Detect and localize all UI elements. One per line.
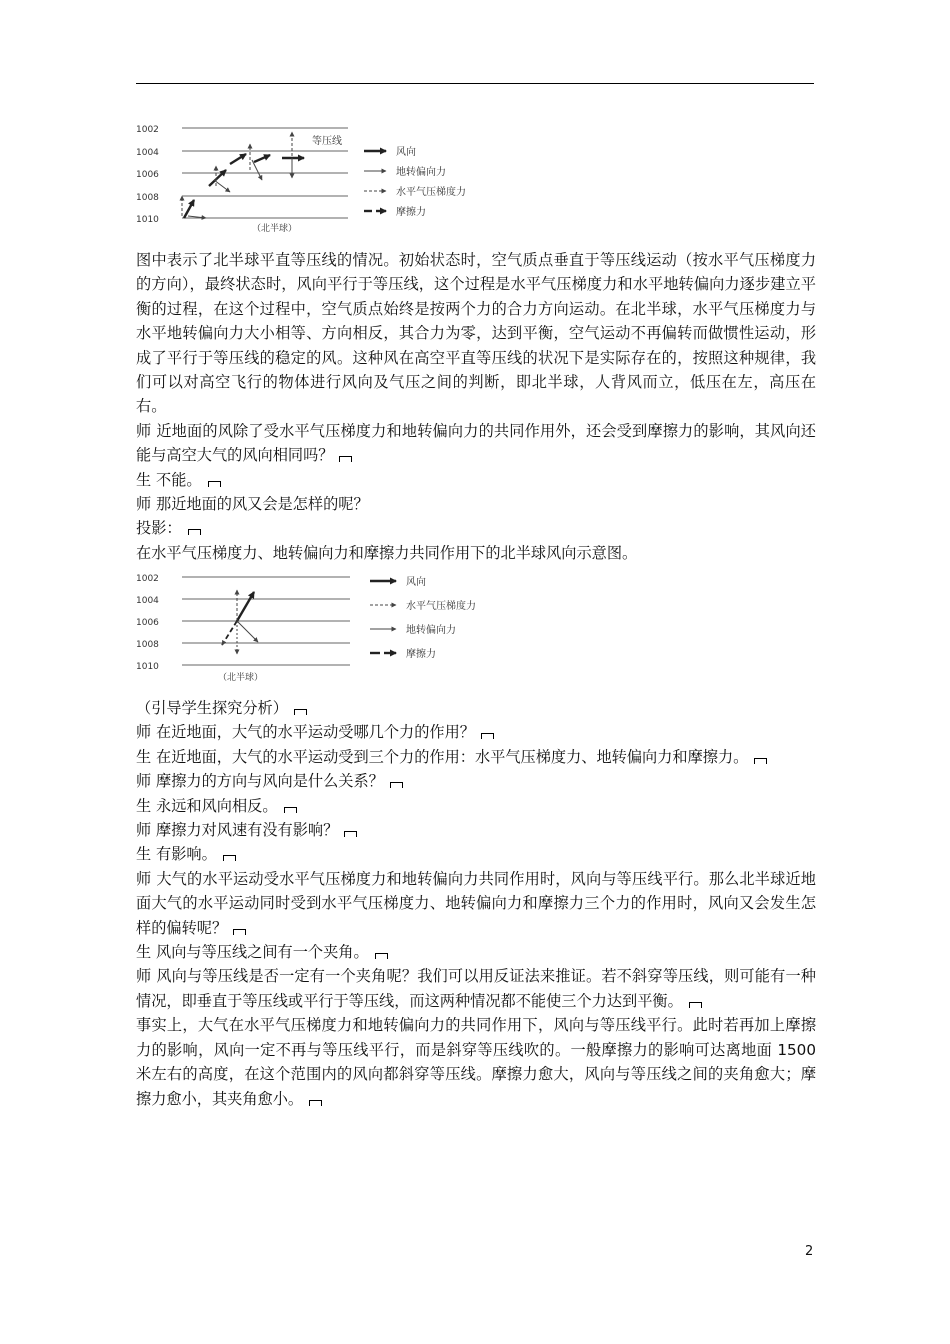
paragraph-text: 生 永远和风向相反。 (136, 796, 278, 815)
paragraph (136, 964, 816, 1013)
paragraph-text: 图中表示了北半球平直等压线的情况。初始状态时，空气质点垂直于等压线运动（按水平气压梯度力的方向），最终状态时，风向平行于等压线，这个过程是水平气压梯度力和水平地转偏向力逐步建立平衡的过程，在这个过程中，空气质点始终是按两个力的合力方向运动。在北半球，水平气压梯度力与水平地转偏向力大小相等、方向相反，其合力为零，达到平衡，空气运动不再偏转而做惯性运动，形成了平行于等压线的稳定的风。这种风在高空平直等压线的状况下是实际存在的，按照这种规律，我们可以对高空飞行的物体进行风向及气压之间的判断，即北半球，人背风而立，低压在左，高压在右。 (136, 251, 816, 416)
isobar-label: 1002 (136, 125, 159, 135)
wind-arrow (254, 155, 270, 162)
isobar-caption: 等压线 (312, 136, 342, 147)
figure1-svg (134, 120, 494, 242)
paragraph (136, 696, 816, 720)
isobar-label: 1004 (136, 148, 159, 158)
text-block-a (136, 248, 816, 565)
paragraph-text: 师 那近地面的风又会是怎样的呢？ (136, 495, 369, 514)
figure2-svg (134, 568, 514, 688)
isobar-label: 1008 (136, 193, 159, 203)
paragraph (136, 1013, 816, 1111)
text-block-b (136, 696, 816, 1111)
legend-label: 水平气压梯度力 (396, 187, 466, 198)
wind-arrow (209, 170, 226, 186)
paragraph-text: 生 风向与等压线之间有一个夹角。 (136, 943, 369, 962)
legend-label: 水平气压梯度力 (406, 601, 476, 612)
paragraph-mark-icon (188, 529, 201, 535)
paragraph (136, 842, 816, 866)
wind-arrow (184, 200, 194, 218)
paragraph-mark-icon (233, 929, 246, 935)
paragraph (136, 419, 816, 468)
paragraph-mark-icon (689, 1002, 702, 1008)
paragraph (136, 720, 816, 744)
paragraph-text: 生 在近地面，大气的水平运动受到三个力的作用：水平气压梯度力、地转偏向力和摩擦力。 (136, 747, 749, 766)
wind-arrow (230, 154, 246, 164)
paragraph-text: 师 在近地面，大气的水平运动受哪几个力的作用？ (136, 723, 475, 742)
isobar-label: 1006 (136, 170, 159, 180)
paragraph (136, 248, 816, 419)
hemisphere-label: （北半球） (218, 673, 264, 683)
coriolis-arrow (237, 621, 258, 642)
paragraph-text: 投影： (136, 519, 182, 538)
paragraph (136, 468, 816, 492)
paragraph (136, 867, 816, 940)
legend-label: 摩擦力 (396, 207, 426, 218)
paragraph (136, 516, 816, 540)
legend-label: 地转偏向力 (396, 167, 446, 178)
isobar-label: 1006 (136, 618, 159, 628)
paragraph-text: 师 近地面的风除了受水平气压梯度力和地转偏向力的共同作用外，还会受到摩擦力的影响，其风向还能与高空大气的风向相同吗？ (136, 421, 816, 465)
paragraph-mark-icon (481, 733, 494, 739)
page-number: 2 (805, 1244, 814, 1259)
paragraph-text: 师 大气的水平运动受水平气压梯度力和地转偏向力共同作用时，风向与等压线平行。那么北半球近地面大气的水平运动同时受到水平气压梯度力、地转偏向力和摩擦力三个力的作用时，风向又会发生怎样的偏转呢？ (136, 869, 816, 937)
isobar-label: 1010 (136, 215, 159, 225)
paragraph (136, 541, 816, 565)
paragraph-mark-icon (294, 709, 307, 715)
paragraph (136, 794, 816, 818)
paragraph-text: 在水平气压梯度力、地转偏向力和摩擦力共同作用下的北半球风向示意图。 (136, 543, 638, 562)
figure-geostrophic-wind (134, 120, 494, 242)
paragraph-text: 事实上，大气在水平气压梯度力和地转偏向力的共同作用下，风向与等压线平行。此时若再加上摩擦力的影响，风向一定不再与等压线平行，而是斜穿等压线吹的。一般摩擦力的影响可达离地面 1500 米左右的高度，在这个范围内的风向都斜穿等压线。摩擦力愈大，风向与等压线之间的夹角愈大；摩擦力愈小，其夹角愈小。 (136, 1016, 816, 1108)
legend-label: 摩擦力 (406, 649, 436, 660)
isobar-label: 1008 (136, 640, 159, 650)
friction-arrow (222, 621, 237, 645)
paragraph-mark-icon (339, 456, 352, 462)
paragraph (136, 818, 816, 842)
isobar-label: 1004 (136, 596, 159, 606)
paragraph-mark-icon (344, 831, 357, 837)
paragraph-text: 师 摩擦力对风速有没有影响？ (136, 821, 339, 840)
paragraph-text: 师 风向与等压线是否一定有一个夹角呢？我们可以用反证法来推证。若不斜穿等压线，则可能有一种情况，即垂直于等压线或平行于等压线，而这两种情况都不能使三个力达到平衡。 (136, 967, 816, 1010)
paragraph-mark-icon (754, 758, 767, 764)
paragraph-mark-icon (223, 855, 236, 861)
paragraph (136, 492, 816, 516)
legend-label: 风向 (396, 147, 416, 158)
paragraph-text: （引导学生探究分析） (136, 699, 288, 717)
legend-label: 地转偏向力 (406, 625, 456, 636)
paragraph-mark-icon (284, 807, 297, 813)
isobar-label: 1010 (136, 662, 159, 672)
coriolis-arrow (252, 160, 262, 180)
paragraph (136, 940, 816, 964)
wind-arrow (237, 592, 254, 621)
isobar-label: 1002 (136, 574, 159, 584)
paragraph (136, 769, 816, 793)
paragraph-text: 师 摩擦力的方向与风向是什么关系？ (136, 772, 384, 791)
figure-surface-wind (134, 568, 514, 688)
legend-label: 风向 (406, 577, 426, 588)
paragraph-mark-icon (208, 481, 221, 487)
paragraph-mark-icon (309, 1100, 322, 1106)
header-rule (136, 83, 814, 84)
hemisphere-label: （北半球） (252, 224, 298, 234)
paragraph-text: 生 不能。 (136, 470, 202, 489)
paragraph-text: 生 有影响。 (136, 845, 217, 864)
paragraph-mark-icon (390, 782, 403, 788)
paragraph-mark-icon (375, 953, 388, 959)
paragraph (136, 745, 816, 769)
